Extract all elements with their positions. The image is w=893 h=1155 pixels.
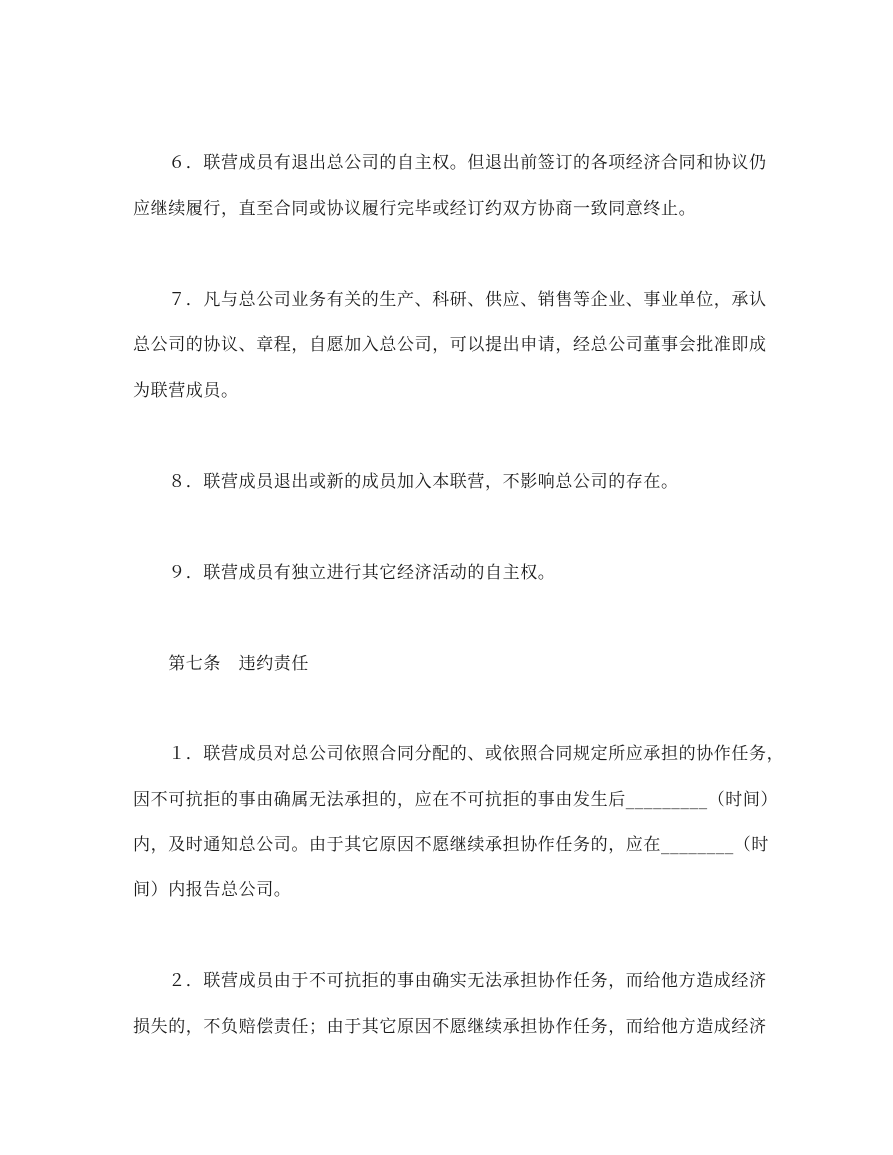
article-7-item-1-line-2: 因不可抗拒的事由确属无法承担的，应在不可抗拒的事由发生后_________（时间）	[133, 790, 779, 810]
paragraph-7-line-1: ７．凡与总公司业务有关的生产、科研、供应、销售等企业、事业单位，承认	[133, 290, 767, 310]
article-7-item-1-line-3: 内，及时通知总公司。由于其它原因不愿继续承担协作任务的，应在________（时	[133, 835, 769, 855]
paragraph-7-line-2: 总公司的协议、章程，自愿加入总公司，可以提出申请，经总公司董事会批准即成	[133, 335, 767, 355]
article-7-item-1-line-4: 间）内报告总公司。	[133, 880, 292, 900]
article-7-item-2-line-2: 损失的，不负赔偿责任；由于其它原因不愿继续承担协作任务，而给他方造成经济	[133, 1017, 767, 1037]
paragraph-9-line-1: ９．联营成员有独立进行其它经济活动的自主权。	[133, 563, 556, 583]
paragraph-7-line-3: 为联营成员。	[133, 381, 239, 401]
paragraph-6-line-2: 应继续履行，直至合同或协议履行完毕或经订约双方协商一致同意终止。	[133, 199, 697, 219]
article-7-item-1-line-1: １．联营成员对总公司依照合同分配的、或依照合同规定所应承担的协作任务，	[133, 744, 785, 764]
paragraph-6-line-1: ６．联营成员有退出总公司的自主权。但退出前签订的各项经济合同和协议仍	[133, 153, 767, 173]
article-7-heading: 第七条 违约责任	[133, 654, 309, 674]
article-7-item-2-line-1: ２．联营成员由于不可抗拒的事由确实无法承担协作任务，而给他方造成经济	[133, 971, 767, 991]
paragraph-8-line-1: ８．联营成员退出或新的成员加入本联营，不影响总公司的存在。	[133, 472, 679, 492]
